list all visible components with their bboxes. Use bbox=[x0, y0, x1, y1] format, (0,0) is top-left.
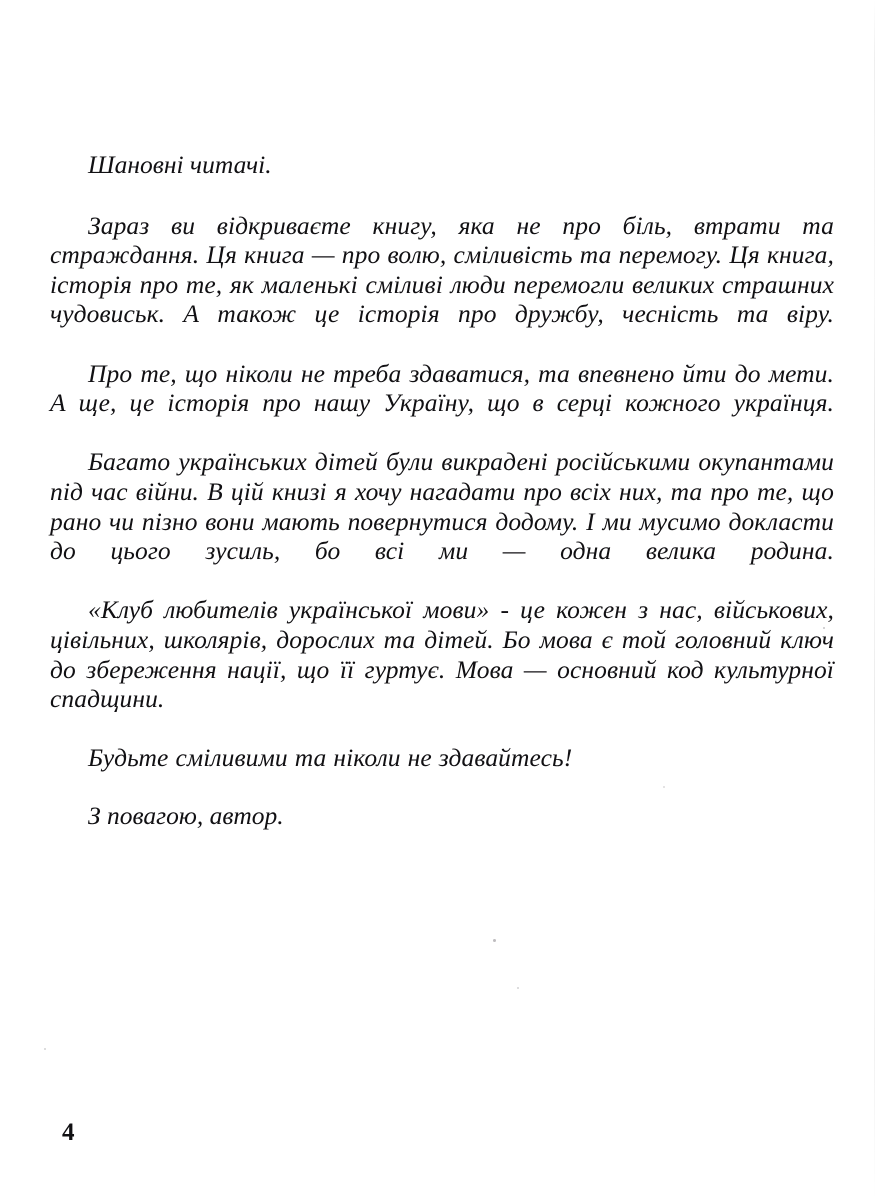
body-paragraph-1: Зараз ви відкриваєте книгу, яка не про біль, втрати та страждання. Ця книга — про волю, сміливість та перемогу. Ця книга, історія про те, як маленькі сміливі люди перемогли великих страшних чудовиськ. А також це історія про дружбу, чесність та віру. bbox=[50, 210, 834, 329]
body-paragraph-3: Багато українських дітей були викрадені російськими окупантами під час війни. В цій книзі я хочу нагадати про всіх них, та про те, що рано чи пізно вони мають повернутися додому. І ми мусимо докласти до цього зусиль, бо всі ми — одна велика родина. bbox=[50, 447, 834, 566]
page-text-block bbox=[50, 150, 834, 830]
body-paragraph-2: Про те, що ніколи не треба здаватися, та впевнено йти до мети. А ще, це історія про нашу Україну, що в серці кожного українця. bbox=[50, 358, 834, 418]
scan-speck bbox=[517, 987, 519, 989]
scan-speck bbox=[493, 939, 496, 942]
page-number: 4 bbox=[62, 1119, 75, 1146]
body-paragraph-4: «Клуб любителів української мови» - це кожен з нас, військових, цівільних, школярів, дорослих та дітей. Бо мова є той головний ключ до збереження нації, що її гуртує. Мова — основний код культурної спадщини. bbox=[50, 595, 834, 714]
signoff: З повагою, автор. bbox=[88, 800, 284, 830]
salutation: Шановні читачі. bbox=[88, 150, 272, 179]
scan-speck bbox=[44, 1048, 46, 1050]
scan-artifact-line bbox=[874, 0, 875, 1200]
paragraph-spacer bbox=[50, 773, 834, 801]
body-paragraph-5: Будьте сміливими та ніколи не здавайтесь! bbox=[88, 743, 573, 773]
